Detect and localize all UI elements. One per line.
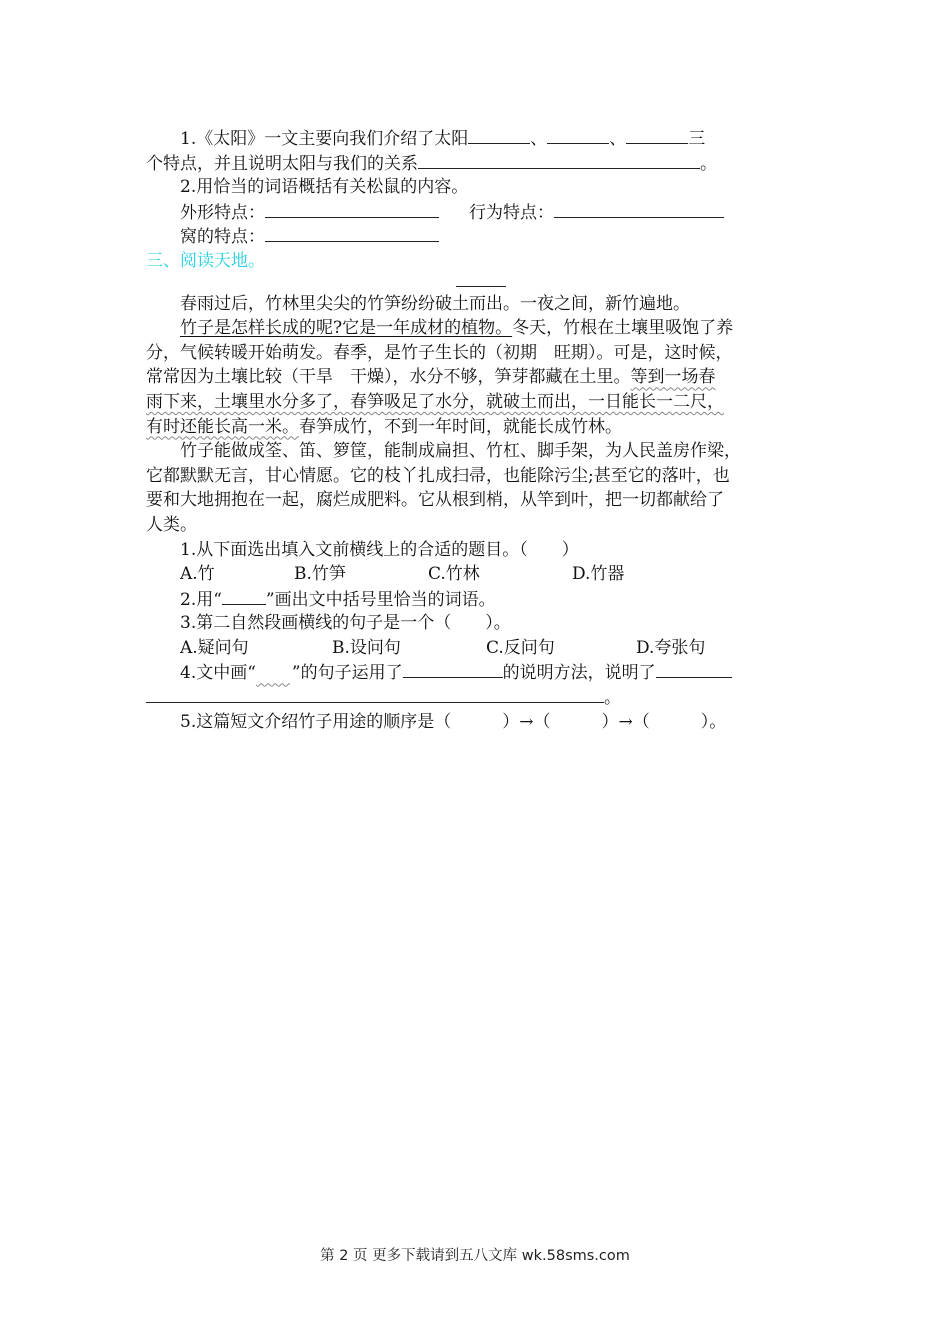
passage-p1: 春雨过后，竹林里尖尖的竹笋纷纷破土而出。一夜之间，新竹遍地。 bbox=[180, 293, 690, 314]
appearance-label: 外形特点： bbox=[180, 202, 265, 223]
q-title-options bbox=[146, 562, 811, 587]
option-a: A.疑问句 bbox=[180, 637, 249, 658]
q-sun-text-end: 三 bbox=[688, 129, 706, 149]
wavy-sentence: 雨下来，土壤里水分多了，春笋吸足了水分，就破土而出，一日能长一二尺， bbox=[146, 391, 724, 412]
q-order: 5.这篇短文介绍竹子用途的顺序是（ ）→（ ）→（ ）。 bbox=[180, 711, 727, 732]
option-c: C.反问句 bbox=[486, 637, 555, 658]
period: 。 bbox=[700, 153, 717, 174]
q-sun-line1 bbox=[146, 126, 811, 151]
q-words bbox=[146, 587, 811, 612]
q-words-text2: ”画出文中括号里恰当的词语。 bbox=[265, 589, 496, 610]
answer-blank bbox=[265, 200, 439, 218]
passage-p3-line1: 竹子能做成筌、笛、箩筐，能制成扁担、竹杠、脚手架，为人民盖房作梁， bbox=[180, 441, 741, 462]
answer-blank bbox=[656, 660, 732, 678]
passage-p2-line3 bbox=[146, 365, 811, 390]
option-d: D.竹器 bbox=[572, 564, 625, 585]
option-d: D.夸张句 bbox=[636, 637, 706, 658]
worksheet-content bbox=[146, 126, 811, 734]
q-sun-text2: 个特点，并且说明太阳与我们的关系 bbox=[146, 153, 418, 174]
passage-text: 冬天，竹根在土壤里吸饱了养 bbox=[512, 318, 734, 339]
passage-p2-line2: 分，气候转暖开始萌发。春季，是竹子生长的（初期 旺期）。可是，这时候， bbox=[146, 342, 733, 363]
q-sun-text: 1.《太阳》一文主要向我们介绍了太阳 bbox=[180, 129, 469, 149]
period: 。 bbox=[604, 688, 621, 709]
nest-label: 窝的特点： bbox=[180, 227, 265, 248]
q-sentence-type-options bbox=[146, 636, 811, 661]
page-footer: 第 2 页 更多下载请到五八文库 wk.58sms.com bbox=[320, 1248, 630, 1264]
section-heading: 三、阅读天地。 bbox=[146, 250, 265, 271]
answer-blank bbox=[468, 126, 530, 144]
q-method-text2: ”的句子运用了 bbox=[291, 663, 403, 684]
answer-blank bbox=[403, 660, 503, 678]
q-title: 1.从下面选出填入文前横线上的合适的题目。（ ） bbox=[180, 539, 579, 560]
option-a: A.竹 bbox=[180, 564, 215, 585]
passage-p3-line2: 它都默默无言，甘心情愿。它的枝丫扎成扫帚，也能除污尘;甚至它的落叶，也 bbox=[146, 465, 730, 486]
passage-p2-line1 bbox=[146, 316, 811, 341]
underlined-sentence: 竹子是怎样长成的呢?它是一年成材的植物。 bbox=[180, 318, 513, 339]
q-method-line1 bbox=[146, 660, 811, 685]
option-c: C.竹林 bbox=[428, 564, 480, 585]
passage-p2-line4 bbox=[146, 390, 811, 415]
answer-blank bbox=[554, 200, 724, 218]
q-words-text: 2.用“ bbox=[180, 589, 222, 610]
q-squirrel-line2 bbox=[146, 224, 811, 249]
wavy-sample bbox=[256, 661, 292, 686]
wavy-sentence: 有时还能长高一米。 bbox=[146, 416, 299, 437]
passage-p3-line3: 要和大地拥抱在一起，腐烂成肥料。它从根到梢，从竿到叶，把一切都献给了 bbox=[146, 490, 724, 511]
separator: 、 bbox=[609, 129, 627, 149]
passage-p3-line4: 人类。 bbox=[146, 514, 197, 535]
separator: 、 bbox=[530, 129, 548, 149]
q-squirrel-line1 bbox=[146, 200, 811, 225]
title-blank bbox=[456, 274, 506, 287]
q-method-text: 4.文中画“ bbox=[180, 663, 256, 684]
behavior-label: 行为特点： bbox=[469, 202, 554, 223]
wavy-sentence: 等到一场春 bbox=[630, 367, 716, 388]
option-b: B.竹笋 bbox=[294, 564, 346, 585]
answer-blank bbox=[547, 126, 609, 144]
underline-sample bbox=[222, 587, 266, 605]
passage-text: 春笋成竹，不到一年时间，就能长成竹林。 bbox=[299, 416, 622, 437]
q-method-text3: 的说明方法，说明了 bbox=[502, 663, 656, 684]
answer-blank bbox=[626, 126, 688, 144]
q-method-line2 bbox=[146, 685, 811, 710]
answer-blank bbox=[146, 685, 604, 703]
option-b: B.设问句 bbox=[332, 637, 401, 658]
passage-text: 常常因为土壤比较（干旱 干燥），水分不够，笋芽都藏在土里。 bbox=[146, 367, 631, 388]
q-sun-line2 bbox=[146, 151, 811, 176]
passage-p2-line5 bbox=[146, 415, 811, 440]
answer-blank bbox=[265, 224, 439, 242]
answer-blank bbox=[418, 151, 700, 169]
q-squirrel: 2.用恰当的词语概括有关松鼠的内容。 bbox=[180, 177, 469, 198]
q-sentence-type: 3.第二自然段画横线的句子是一个（ ）。 bbox=[180, 613, 511, 634]
